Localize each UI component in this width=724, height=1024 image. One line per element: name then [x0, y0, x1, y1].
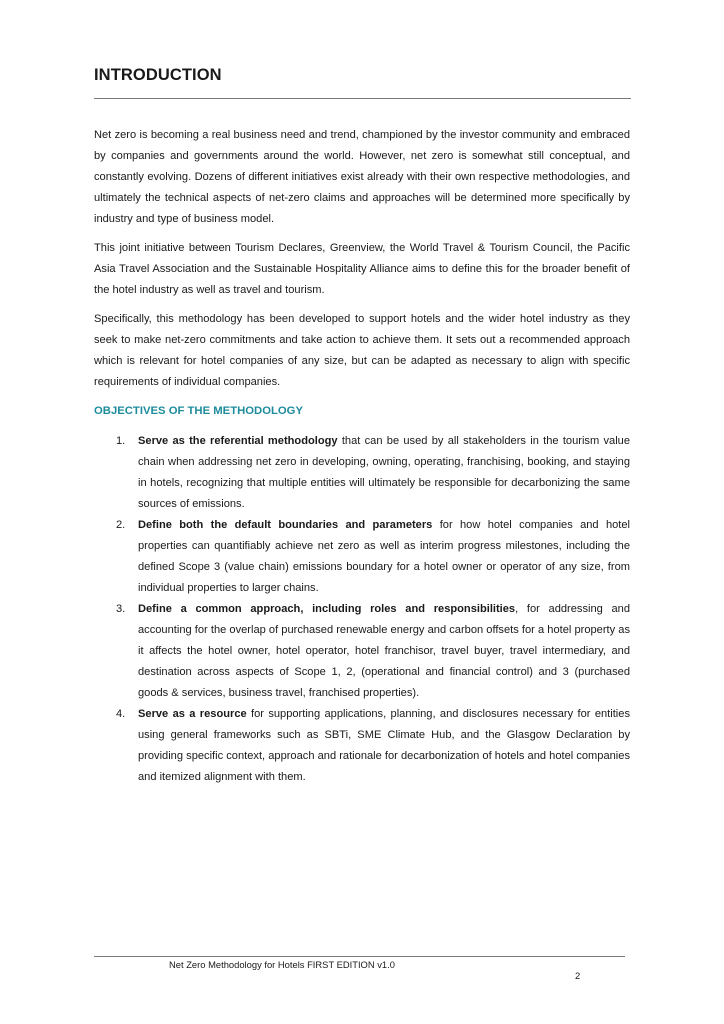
objective-bold-text: Define a common approach, including roles and responsibilities	[138, 603, 516, 615]
footer-divider	[94, 956, 625, 957]
objective-text: , for addressing and accounting for the overlap of purchased renewable energy and carbon offsets for a hotel property as it affects the hotel owner, hotel operator, hotel franchisor, travel buyer, travel intermediary, and destination across aspects of Scope 1, 2, (operational and financial control) and 3 (purchased goods & services, business travel, franchised properties).	[138, 603, 631, 699]
intro-paragraph: This joint initiative between Tourism Declares, Greenview, the World Travel & Tourism Council, the Pacific Asia Travel Association and the Sustainable Hospitality Alliance aims to define this for the broader benefit of the hotel industry as well as travel and tourism.	[94, 242, 630, 296]
objective-item	[94, 599, 630, 704]
intro-paragraph: Net zero is becoming a real business need and trend, championed by the investor community and embraced by companies and governments around the world. However, net zero is somewhat still conceptual, and constantly evolving. Dozens of different initiatives exist already with their own respective methodologies, and ultimately the technical aspects of net-zero claims and approaches will be determined more specifically by industry and type of business model.	[94, 129, 630, 225]
objectives-list	[94, 431, 630, 788]
objective-text: for supporting applications, planning, and disclosures necessary for entities using general frameworks such as SBTi, SME Climate Hub, and the Glasgow Declaration by providing specific context, approach and rationale for decarbonization of hotels and hotel companies and itemized alignment with them.	[138, 708, 630, 783]
heading-divider	[94, 98, 631, 99]
objective-bold-text: Serve as the referential methodology	[138, 435, 338, 447]
objective-item	[94, 431, 630, 515]
objective-text: that can be used by all stakeholders in the tourism value chain when addressing net zero in developing, owning, operating, franchising, booking, and staying in hotels, recognizing that multiple entities will ultimately be responsible for decarbonizing the same sources of emissions.	[138, 435, 630, 510]
objective-text: for how hotel companies and hotel properties can quantifiably achieve net zero as well as interim progress milestones, including the defined Scope 3 (value chain) emissions boundary for a hotel owner or operator of any size, from individual properties to larger chains.	[138, 519, 631, 594]
objective-number: 2.	[116, 519, 126, 531]
objective-number: 4.	[116, 708, 126, 720]
intro-paragraph: Specifically, this methodology has been developed to support hotels and the wider hotel industry as they seek to make net-zero commitments and take action to achieve them. It sets out a recommended approach which is relevant for hotel companies of any size, but can be adapted as necessary to align with specific requirements of individual companies.	[94, 313, 630, 388]
objective-bold-text: Define both the default boundaries and parameters	[138, 519, 433, 531]
footer-document-title: Net Zero Methodology for Hotels FIRST EDITION v1.0	[169, 959, 395, 970]
objective-number: 1.	[116, 435, 126, 447]
page-title: INTRODUCTION	[94, 66, 222, 84]
objective-item	[94, 704, 630, 788]
page-content	[94, 125, 630, 788]
objective-item	[94, 515, 630, 599]
objective-number: 3.	[116, 603, 126, 615]
page-number: 2	[575, 970, 581, 981]
objective-bold-text: Serve as a resource	[138, 708, 247, 720]
objectives-heading: OBJECTIVES OF THE METHODOLOGY	[94, 405, 304, 417]
